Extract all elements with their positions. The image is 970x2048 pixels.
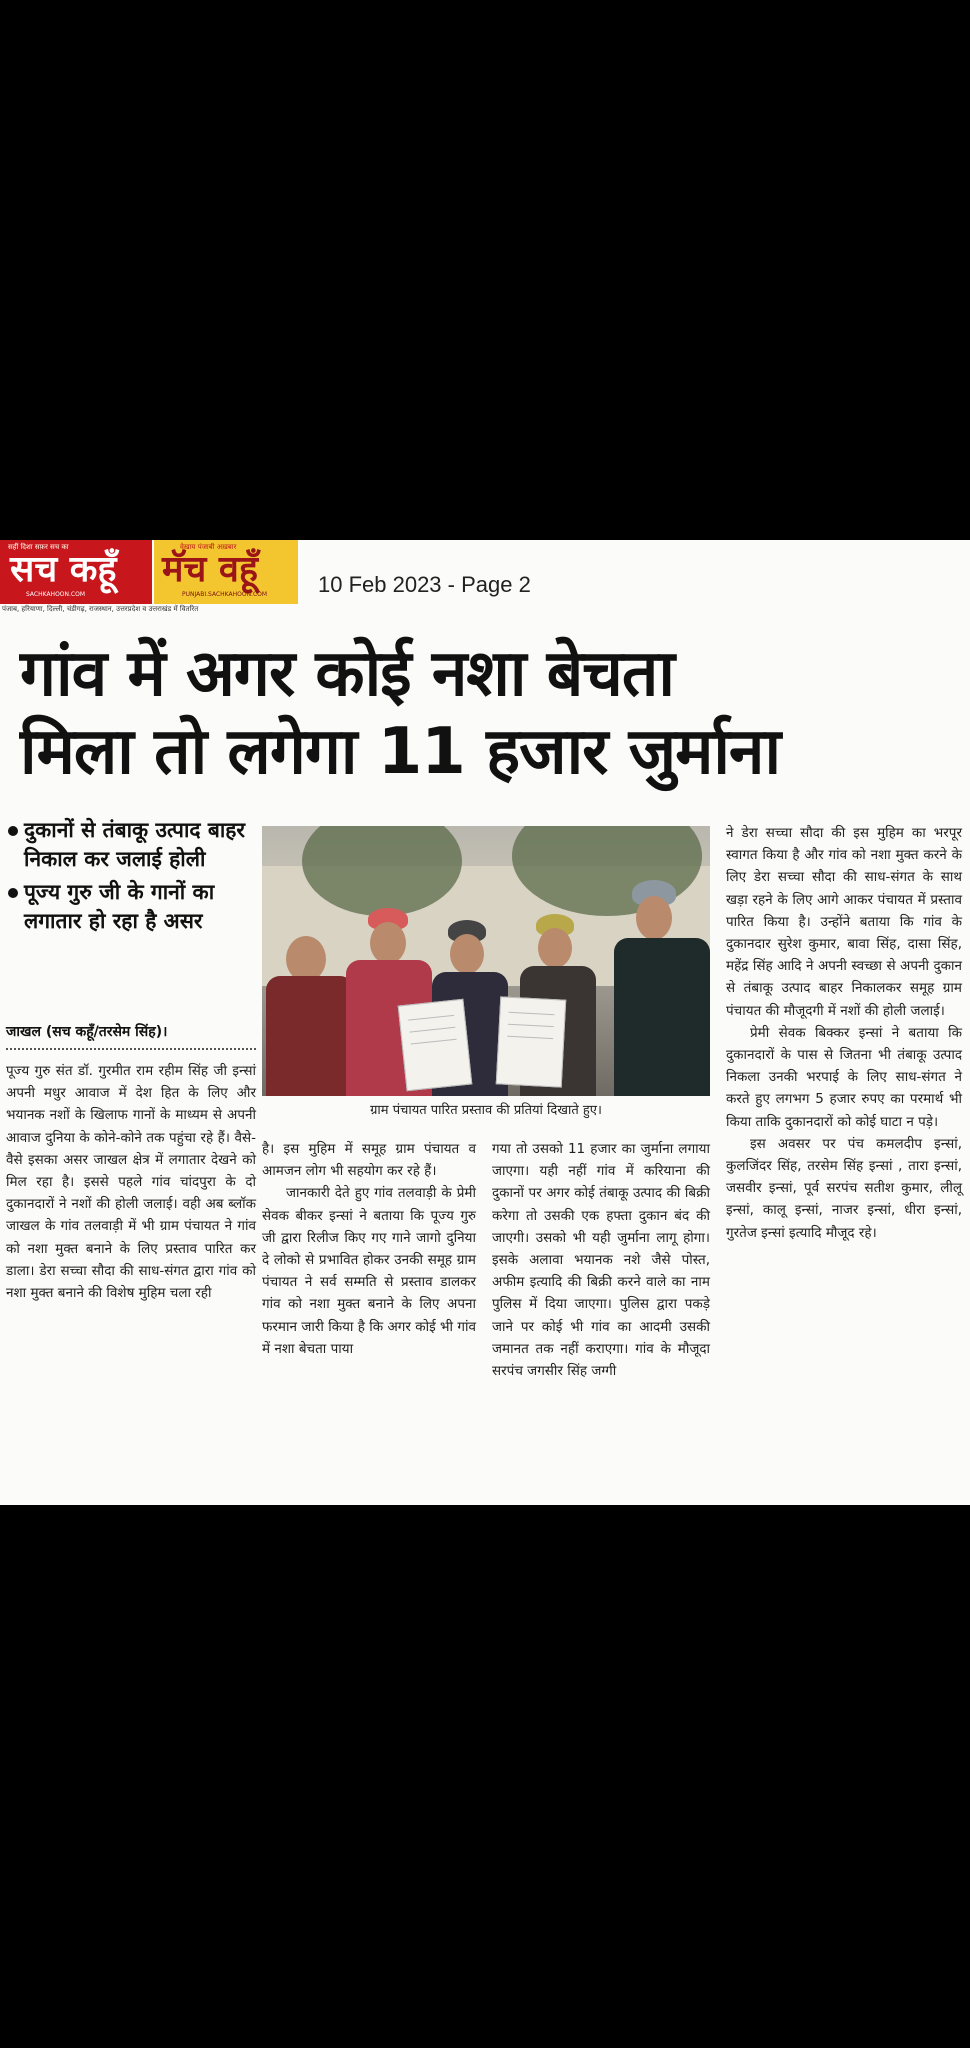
logo2-name: मॅच वहूँ: [162, 549, 259, 590]
paragraph: ने डेरा सच्चा सौदा की इस मुहिम का भरपूर स्वागत किया है और गांव को नशा मुक्त करने के लिए डेरा सच्चा सौदा की साध-संगत के साथ खड़ा रहने के लिए आगे आकर पंचायत में प्रस्ताव पारित किया है। उन्होंने बताया कि गांव के दुकानदार सुरेश कुमार, बावा सिंह, दासा सिंह, महेंद्र सिंह आदि ने अपनी स्वच्छा से अपनी दुकान से तंबाकू उत्पाद बाहर निकालकर समूह ग्राम पंचायत की मौजूदगी में नशों की होली जलाई।: [726, 825, 962, 1019]
paragraph: है। इस मुहिम में समूह ग्राम पंचायत व आमजन लोग भी सहयोग कर रहे हैं।: [262, 1141, 476, 1180]
resolution-document: [496, 996, 567, 1087]
newspaper-clipping: [0, 540, 970, 1505]
sach-kahoon-logo: [0, 540, 152, 604]
article-column-3: [492, 1138, 710, 1382]
paragraph: पूज्य गुरु संत डॉ. गुरमीत राम रहीम सिंह जी इन्सां अपनी मधुर आवाज में देश हित के लिए और भयानक नशों के खिलाफ गानों के माध्यम से अपनी आवाज दुनिया के कोने-कोने तक पहुंचा रहे हैं। वैसे-वैसे इसका असर जाखल क्षेत्र में लगातार देखने को मिल रहा है। इससे पहले गांव चांदपुरा के दो दुकानदारों ने नशों की होली जलाई। वही अब ब्लॉक जाखल के गांव तलवाड़ी में भी ग्राम पंचायत ने गांव को नशा मुक्त बनाने के लिए प्रस्ताव पारित कर डाला। डेरा सच्चा सौदा की साध-संगत द्वारा गांव को नशा मुक्त बनाने की विशेष मुहिम चला रही: [6, 1063, 256, 1302]
paragraph: प्रेमी सेवक बिक्कर इन्सां ने बताया कि दुकानदारों के पास से जितना भी तंबाकू उत्पाद निकला उनकी भरपाई के लिए साध-संगत ने करते हुए लगभग 5 हजार रुपए का परमार्थ भी किया ताकि दुकानदारों को कोई घाटा न पड़े।: [726, 1024, 962, 1130]
headline-line-2: मिला तो लगेगा 11 हजार जुर्माना: [20, 715, 781, 789]
resolution-document: [398, 999, 473, 1091]
highlight-item: दुकानों से तंबाकू उत्पाद बाहर निकाल कर जलाई होली: [6, 816, 258, 874]
headline: [20, 635, 960, 791]
distribution-regions: पंजाब, हरियाणा, दिल्ली, चंडीगढ़, राजस्थान, उत्तरप्रदेश व उत्तराखंड में वितरित: [2, 605, 199, 613]
logo1-tagline: सहीं दिशा सफ़र सच का: [8, 543, 69, 551]
photo-caption: ग्राम पंचायत पारित प्रस्ताव की प्रतियां दिखाते हुए।: [370, 1103, 602, 1118]
highlights: [6, 816, 258, 940]
byline: जाखल (सच कहूँ/तरसेम सिंह)।: [6, 1024, 168, 1040]
dateline: 10 Feb 2023 - Page 2: [318, 572, 531, 597]
article-column-1: [6, 1060, 256, 1304]
article-column-2: [262, 1138, 476, 1360]
masthead: [0, 540, 298, 616]
punjabi-logo: [154, 540, 298, 604]
article-column-4: [726, 822, 962, 1244]
paragraph: गया तो उसको 11 हजार का जुर्माना लगाया जाएगा। यही नहीं गांव में करियाना की दुकानों पर अगर कोई तंबाकू उत्पाद की बिक्री करेगा तो उसकी एक हफ्ता दुकान बंद की जाएगी। उसको भी यही जुर्माना लागू होगा। इसके अलावा भयानक नशे जैसे पोस्त, अफीम इत्यादि की बिक्री करने वाले का नाम पुलिस में दिया जाएगा। पुलिस द्वारा पकड़े जाने पर कोई भी गांव का आदमी उसकी जमानत तक नहीं कराएगा। गांव के मौजूदा सरपंच जगसीर सिंह जग्गी: [492, 1141, 710, 1380]
paragraph: इस अवसर पर पंच कमलदीप इन्सां, कुलजिंदर सिंह, तरसेम सिंह इन्सां , तारा इन्सां, जसवीर इन्सां, पूर्व सरपंच सतीश कुमार, लीलू इन्सां, कालू इन्सां, नाजर इन्सां, धीरा इन्सां, गुरतेज इन्सां इत्यादि मौजूद रहे।: [726, 1135, 962, 1241]
logo2-tagline: वेख़ाय पंजाबी अख़बार: [180, 543, 237, 551]
divider: [6, 1048, 256, 1050]
logo1-url: SACHKAHOON.COM: [26, 591, 85, 598]
group-photo: [262, 826, 710, 1096]
paragraph: जानकारी देते हुए गांव तलवाड़ी के प्रेमी सेवक बीकर इन्सां ने बताया कि पूज्य गुरु जी द्वारा रिलीज किए गए गाने जागो दुनिया दे लोको से प्रभावित होकर उनकी समूह ग्राम पंचायत ने सर्व सम्मति से प्रस्ताव डालकर गांव को नशा मुक्त बनाने के लिए अपना फरमान जारी किया है कि अगर कोई भी गांव में नशा बेचता पाया: [262, 1185, 476, 1357]
headline-line-1: गांव में अगर कोई नशा बेचता: [20, 637, 674, 711]
logo2-url: PUNJABI.SACHKAHOON.COM: [182, 591, 268, 598]
highlight-item: पूज्य गुरु जी के गानों का लगातार हो रहा है असर: [6, 878, 258, 936]
logo1-name: सच कहूँ: [10, 549, 117, 590]
